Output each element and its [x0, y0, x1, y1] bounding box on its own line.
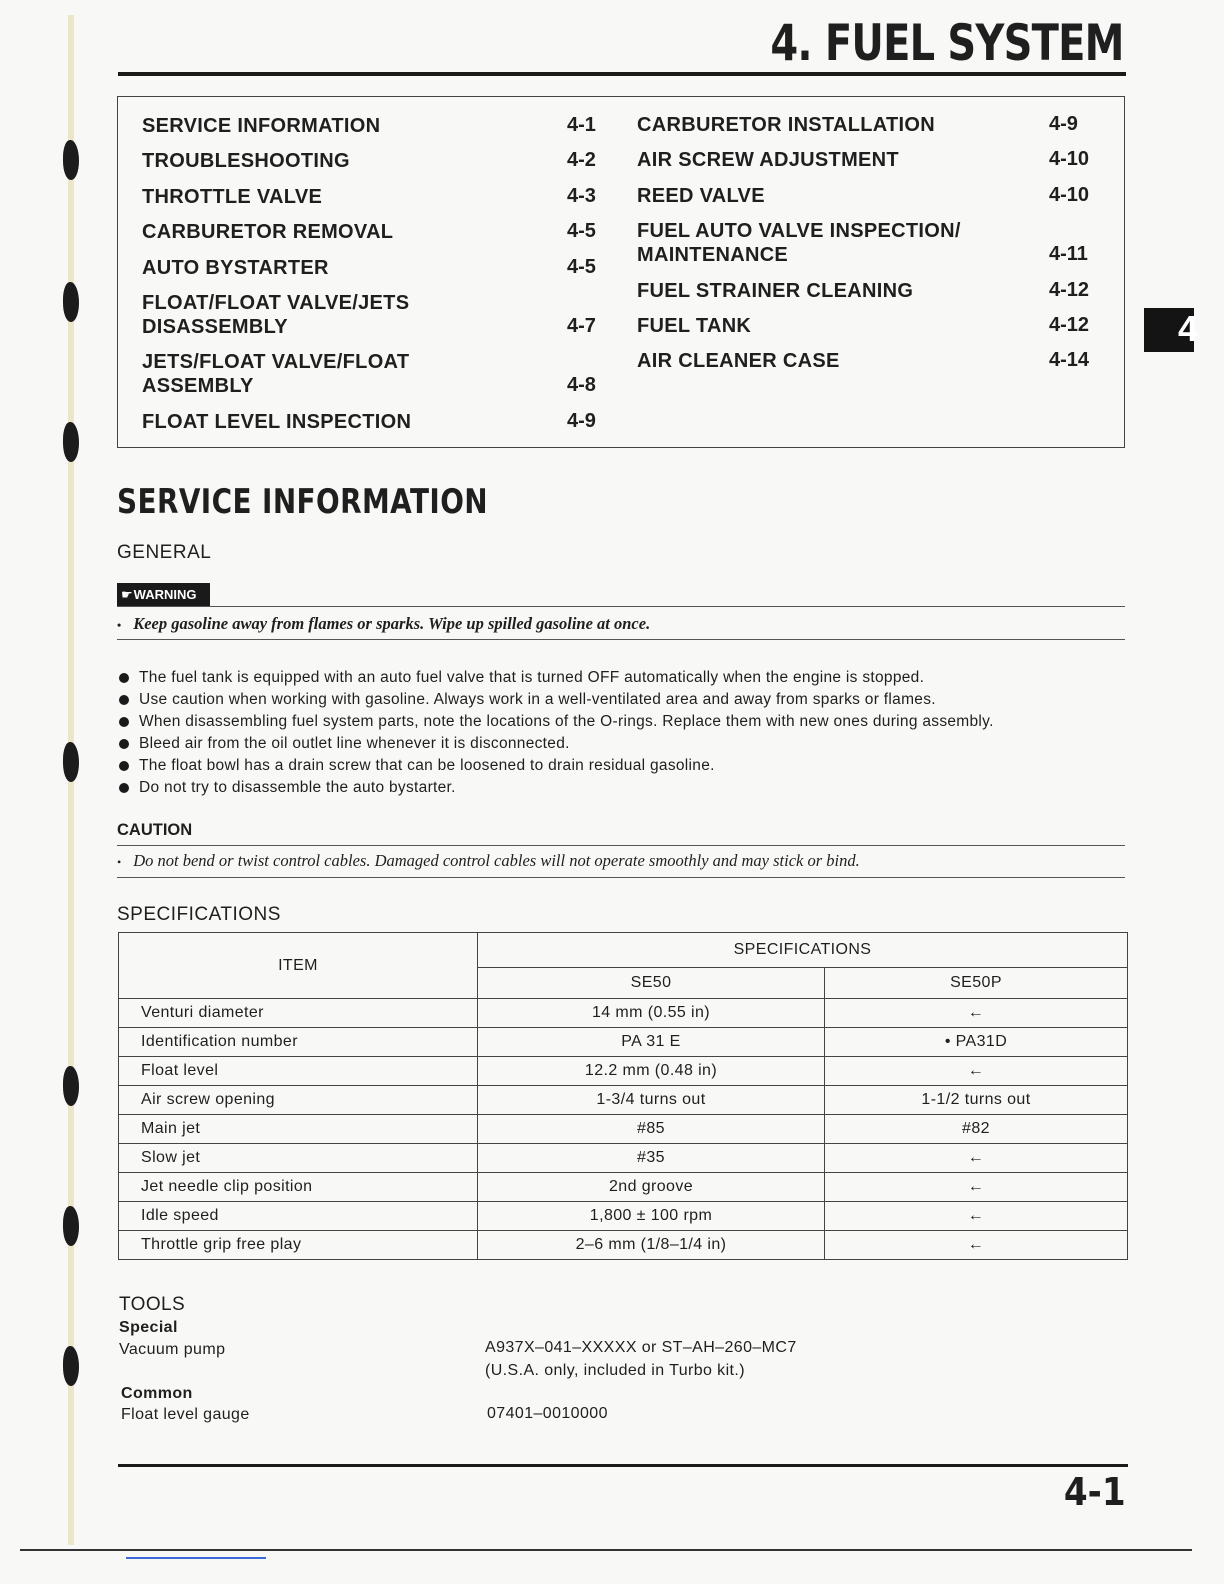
- section-thumb-tab: [1144, 308, 1199, 352]
- table-cell-item: Throttle grip free play: [119, 1231, 478, 1260]
- toc-entry-page: 4-14: [1049, 349, 1090, 371]
- tools-special-item: Vacuum pump: [119, 1341, 226, 1358]
- table-cell-se50p: ←: [825, 999, 1128, 1028]
- table-cell-se50p: 1-1/2 turns out: [825, 1086, 1128, 1115]
- column-header-model: SE50P: [825, 968, 1128, 999]
- warning-rule-top: [117, 606, 1125, 607]
- toc-entry-label[interactable]: THROTTLE VALVE: [142, 186, 323, 208]
- table-cell-item: Main jet: [119, 1115, 478, 1144]
- punch-hole: [63, 140, 79, 180]
- tools-common-item: Float level gauge: [121, 1406, 250, 1423]
- table-cell-item: Air screw opening: [119, 1086, 478, 1115]
- bullet-dot-icon: •: [117, 618, 122, 632]
- warning-text-line: [117, 614, 650, 634]
- table-row: [119, 1202, 1128, 1231]
- tools-special-note: (U.S.A. only, included in Turbo kit.): [485, 1362, 745, 1379]
- list-item: When disassembling fuel system parts, note the locations of the O-rings. Replace them with new ones during assembly.: [117, 711, 1137, 733]
- toc-entry-label[interactable]: FUEL STRAINER CLEANING: [637, 280, 914, 302]
- table-row: [119, 1057, 1128, 1086]
- punch-hole: [63, 422, 79, 462]
- punch-hole: [63, 1346, 79, 1386]
- tools-common-label: Common: [121, 1385, 193, 1402]
- toc-entry-label[interactable]: FUEL AUTO VALVE INSPECTION/: [637, 220, 961, 242]
- punch-hole: [63, 1066, 79, 1106]
- section-heading: SERVICE INFORMATION: [117, 482, 489, 522]
- warning-text: Keep gasoline away from flames or sparks. Wipe up spilled gasoline at once.: [133, 614, 651, 633]
- page-title: 4. FUEL SYSTEM: [770, 14, 1124, 72]
- warning-badge: [117, 583, 210, 607]
- table-cell-se50p: ←: [825, 1144, 1128, 1173]
- table-cell-se50: #85: [478, 1115, 825, 1144]
- toc-entry-page: 4-10: [1049, 148, 1090, 170]
- toc-entry-page: 4-2: [567, 149, 596, 171]
- toc-entry-label[interactable]: AUTO BYSTARTER: [142, 257, 329, 279]
- column-header-item: ITEM: [119, 933, 478, 999]
- general-heading: GENERAL: [117, 542, 212, 563]
- footer-rule: [118, 1464, 1128, 1467]
- list-item: The float bowl has a drain screw that can be loosened to drain residual gasoline.: [117, 755, 1137, 777]
- table-cell-se50p: ←: [825, 1231, 1128, 1260]
- table-cell-se50: 12.2 mm (0.48 in): [478, 1057, 825, 1086]
- table-row: [119, 1028, 1128, 1057]
- table-header-row: [119, 933, 1128, 968]
- toc-entry-label[interactable]: CARBURETOR INSTALLATION: [637, 114, 935, 136]
- toc-entry-label[interactable]: FUEL TANK: [637, 315, 752, 337]
- table-of-contents: [117, 96, 1125, 448]
- general-notes-list: [117, 667, 1137, 799]
- table-row: [119, 1173, 1128, 1202]
- table-row: [119, 1231, 1128, 1260]
- warning-badge-label: WARNING: [133, 587, 197, 602]
- table-cell-se50p: • PA31D: [825, 1028, 1128, 1057]
- table-cell-item: Idle speed: [119, 1202, 478, 1231]
- table-cell-se50: 14 mm (0.55 in): [478, 999, 825, 1028]
- column-header-specifications: SPECIFICATIONS: [478, 933, 1128, 968]
- punch-hole: [63, 1206, 79, 1246]
- toc-entry-label-cont[interactable]: MAINTENANCE: [637, 244, 789, 266]
- toc-entry-page: 4-5: [567, 220, 596, 242]
- toc-entry-page: 4-9: [567, 410, 596, 432]
- toc-entry-label[interactable]: TROUBLESHOOTING: [142, 150, 350, 172]
- toc-entry-label[interactable]: REED VALVE: [637, 185, 765, 207]
- table-cell-se50: 1-3/4 turns out: [478, 1086, 825, 1115]
- caution-text: Do not bend or twist control cables. Damaged control cables will not operate smoothly and may stick or bind.: [133, 851, 860, 870]
- list-item: Use caution when working with gasoline. Always work in a well-ventilated area and away from sparks or flames.: [117, 689, 1137, 711]
- caution-label: CAUTION: [117, 821, 193, 839]
- toc-entry-page: 4-1: [567, 114, 596, 136]
- table-cell-item: Slow jet: [119, 1144, 478, 1173]
- toc-entry-page: 4-9: [1049, 113, 1078, 135]
- scan-edge-mark: [126, 1557, 266, 1559]
- table-cell-se50: PA 31 E: [478, 1028, 825, 1057]
- toc-entry-page: 4-5: [567, 256, 596, 278]
- table-cell-item: Identification number: [119, 1028, 478, 1057]
- toc-entry-page: 4-12: [1049, 279, 1090, 301]
- page-number: 4-1: [1064, 1470, 1126, 1514]
- toc-entry-label[interactable]: FLOAT LEVEL INSPECTION: [142, 411, 412, 433]
- table-cell-se50: 1,800 ± 100 rpm: [478, 1202, 825, 1231]
- toc-entry-label[interactable]: FLOAT/FLOAT VALVE/JETS: [142, 292, 410, 314]
- warning-hand-icon: ☛: [121, 587, 133, 602]
- toc-entry-label[interactable]: AIR CLEANER CASE: [637, 350, 840, 372]
- list-item: Do not try to disassemble the auto bystarter.: [117, 777, 1137, 799]
- list-item: The fuel tank is equipped with an auto fuel valve that is turned OFF automatically when the engine is stopped.: [117, 667, 1137, 689]
- toc-entry-page: 4-12: [1049, 314, 1090, 336]
- tools-common-part-number: 07401–0010000: [487, 1405, 608, 1422]
- table-cell-se50: 2–6 mm (1/8–1/4 in): [478, 1231, 825, 1260]
- table-cell-se50: 2nd groove: [478, 1173, 825, 1202]
- toc-entry-page: 4-7: [567, 315, 596, 337]
- caution-rule-bottom: [117, 877, 1125, 878]
- caution-rule-top: [117, 845, 1125, 846]
- table-cell-se50: #35: [478, 1144, 825, 1173]
- toc-entry-page: 4-3: [567, 185, 596, 207]
- table-row: [119, 999, 1128, 1028]
- binding-edge: [0, 0, 82, 1560]
- table-cell-item: Float level: [119, 1057, 478, 1086]
- tools-heading: TOOLS: [119, 1294, 186, 1315]
- warning-rule-bottom: [117, 639, 1125, 640]
- scan-edge-rule: [20, 1549, 1192, 1551]
- list-item: Bleed air from the oil outlet line whenever it is disconnected.: [117, 733, 1137, 755]
- table-cell-se50p: ←: [825, 1202, 1128, 1231]
- bullet-dot-icon: •: [117, 855, 122, 869]
- header-rule: [118, 72, 1126, 76]
- toc-entry-page: 4-10: [1049, 184, 1090, 206]
- punch-hole: [63, 282, 79, 322]
- table-cell-item: Jet needle clip position: [119, 1173, 478, 1202]
- table-cell-se50p: ←: [825, 1057, 1128, 1086]
- punch-hole: [63, 742, 79, 782]
- toc-entry-page: 4-11: [1049, 243, 1088, 265]
- specifications-table: [118, 932, 1128, 1260]
- toc-entry-label-cont[interactable]: ASSEMBLY: [142, 375, 254, 397]
- tools-special-part-number: A937X–041–XXXXX or ST–AH–260–MC7: [485, 1339, 797, 1356]
- specifications-heading: SPECIFICATIONS: [117, 904, 281, 925]
- tools-special-label: Special: [119, 1319, 178, 1336]
- table-row: [119, 1115, 1128, 1144]
- table-cell-item: Venturi diameter: [119, 999, 478, 1028]
- toc-entry-page: 4-8: [567, 374, 596, 396]
- toc-entry-label[interactable]: JETS/FLOAT VALVE/FLOAT: [142, 351, 410, 373]
- table-cell-se50p: ←: [825, 1173, 1128, 1202]
- toc-entry-label[interactable]: SERVICE INFORMATION: [142, 115, 381, 137]
- table-row: [119, 1144, 1128, 1173]
- section-thumb-tab-number: 4: [1178, 308, 1199, 349]
- toc-entry-label[interactable]: CARBURETOR REMOVAL: [142, 221, 394, 243]
- caution-text-line: [117, 851, 860, 871]
- table-row: [119, 1086, 1128, 1115]
- column-header-model: SE50: [478, 968, 825, 999]
- toc-entry-label-cont[interactable]: DISASSEMBLY: [142, 316, 288, 338]
- table-cell-se50p: #82: [825, 1115, 1128, 1144]
- toc-entry-label[interactable]: AIR SCREW ADJUSTMENT: [637, 149, 899, 171]
